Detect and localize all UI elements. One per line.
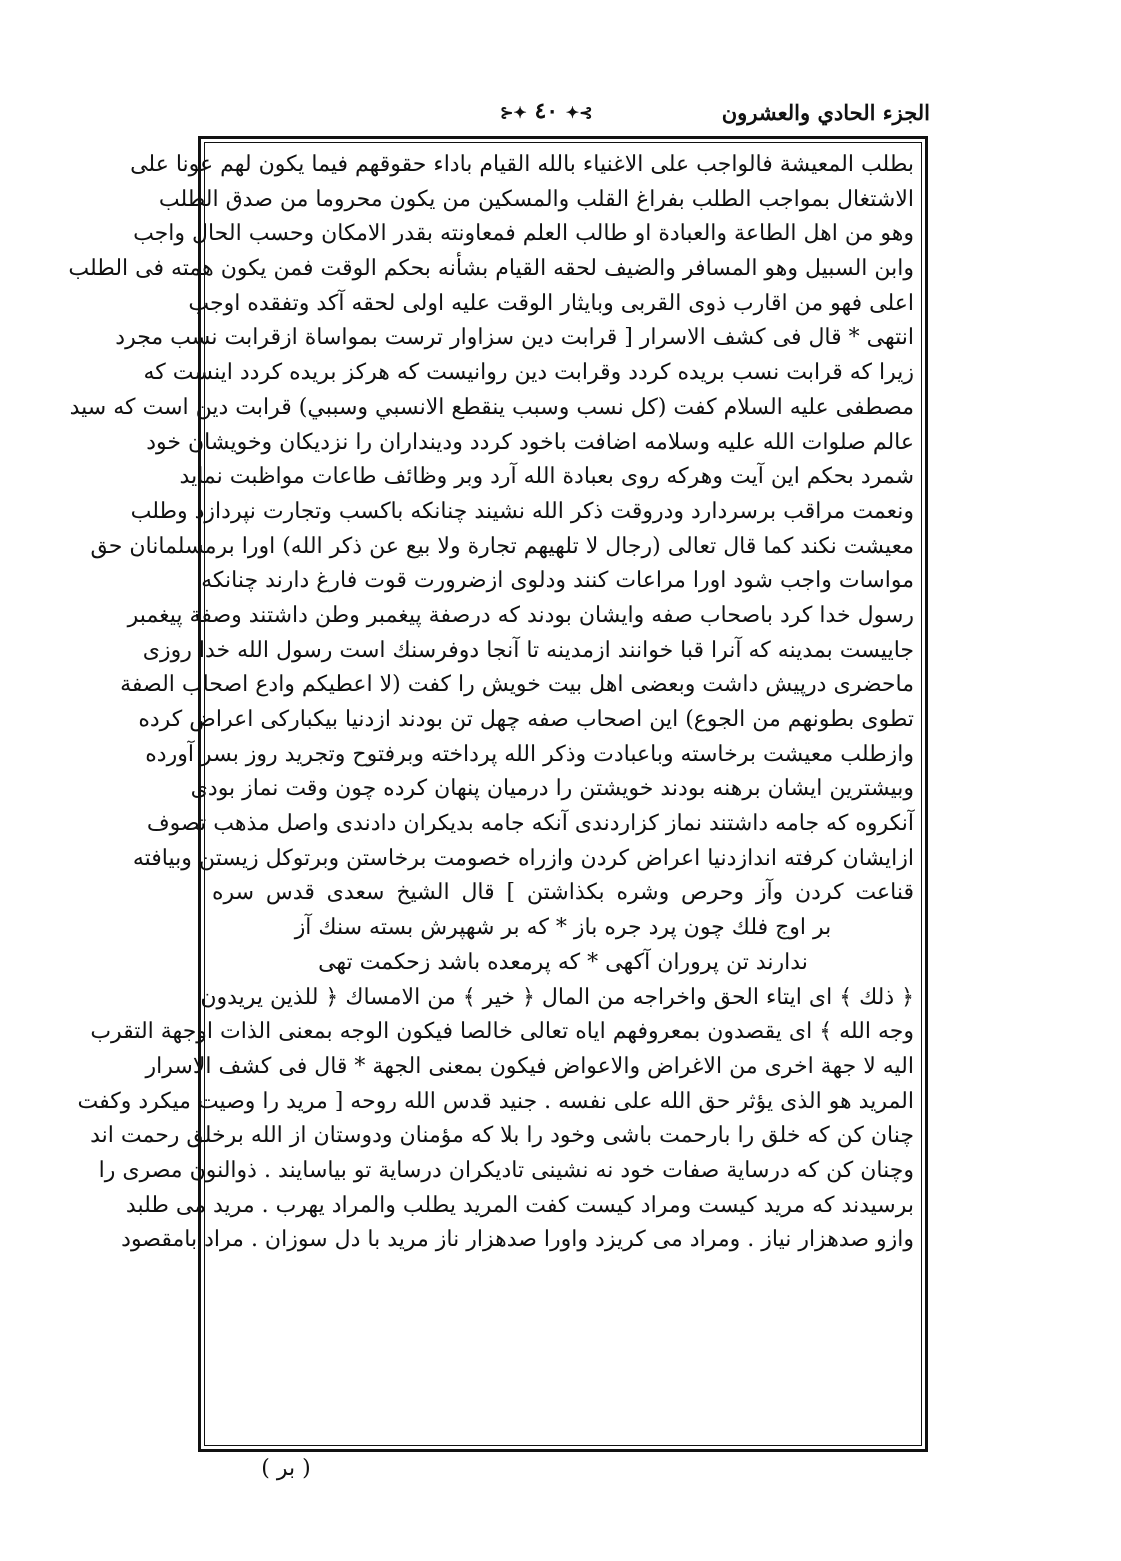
text-line: جاييست بمدينه كه آنرا قبا خوانند ازمدينه تا آنجا دوفرسنك است رسول الله خدا روزى xyxy=(142,637,914,663)
text-line: رسول خدا كرد باصحاب صفه وايشان بودند كه درصفة پيغمبر وطن داشتند وصفة پيغمبر xyxy=(127,602,914,628)
text-line: آنكروه كه جامه داشتند نماز كزاردندى آنكه جامه بديكران دادندى واصل مذهب تصوف xyxy=(146,811,914,837)
text-line: بطلب المعيشة فالواجب على الاغنياء بالله القيام باداء حقوقهم فيما يكون لهم عونا على xyxy=(130,152,914,177)
text-line: الاشتغال بمواجب الطلب بفراغ القلب والمسكين من يكون محروما من صدق الطلب xyxy=(158,186,914,212)
verse-line: بر اوج فلك چون پرد جره باز * كه بر شهپرش بسته سنك آز xyxy=(294,915,832,941)
page-number-text: ٤٠ xyxy=(534,98,559,124)
text-line: وابن السبيل وهو المسافر والضيف لحقه القيام بشأنه بحكم الوقت فمن يكون همته فى الطلب xyxy=(68,256,914,282)
text-line: مصطفى عليه السلام كفت (كل نسب وسبب ينقطع الانسبي وسببي) قرابت دين است كه سيد xyxy=(69,394,914,420)
text-line: مواسات واجب شود اورا مراعات كنند ودلوى ازضرورت قوت فارغ دارند چنانكه xyxy=(201,568,914,594)
text-line: وازو صدهزار نياز . ومراد مى كريزد واورا صدهزار ناز مريد با دل سوزان . مراد بامقصود xyxy=(121,1227,914,1253)
text-line: انتهى * قال فى كشف الاسرار [ قرابت دين سزاوار ترست بمواساة ازقرابت نسب مجرد xyxy=(115,325,914,351)
text-line: وچنان كن كه درساية صفات خود نه نشينى تاديكران درساية تو بياسايند . ذوالنون مصرى را xyxy=(98,1157,914,1183)
text-line: چنان كن كه خلق را بارحمت باشى وخود را بلا كه مؤمنان ودوستان از الله برخلق رحمت اند xyxy=(90,1123,914,1149)
main-text-block xyxy=(68,148,918,1258)
text-line: اليه لا جهة اخرى من الاغراض والاعواض فيكون بمعنى الجهة * قال فى كشف الاسرار xyxy=(145,1053,914,1079)
text-line: ﴿ ذلك ﴾ اى ايتاء الحق واخراجه من المال ﴿ خير ﴾ من الامساك ﴿ للذين يريدون xyxy=(200,984,914,1010)
signature-mark: ( بر ) xyxy=(261,1456,311,1481)
text-line: عالم صلوات الله عليه وسلامه اضافت باخود كردد ودينداران را نزديكان وخويشان خود xyxy=(146,429,914,455)
page-number xyxy=(500,98,593,124)
text-line: اعلى فهو من اقارب ذوى القربى وبايثار الوقت عليه اولى لحقه آكد وتفقده اوجب xyxy=(188,290,914,316)
text-line: وبيشترين ايشان برهنه بودند خويشتن را درميان پنهان كرده چون وقت نماز بودى xyxy=(190,776,914,802)
text-line: ونعمت مراقب برسردارد ودروقت ذكر الله نشيند چنانكه باكسب وتجارت نپردازد وطلب xyxy=(130,498,914,524)
text-line: وجه الله ﴾ اى يقصدون بمعروفهم اياه تعالى خالصا فيكون الوجه بمعنى الذات اوجهة التقرب xyxy=(90,1019,914,1045)
running-head xyxy=(200,96,930,132)
text-line: شمرد بحكم اين آيت وهركه روى بعبادة الله آرد وبر وظائف طاعات مواظبت نمايد xyxy=(179,464,914,490)
text-line: المريد هو الذى يؤثر حق الله على نفسه . جنيد قدس الله روحه [ مريد را وصيت ميكرد وكفت xyxy=(77,1088,914,1114)
verse-line: ندارند تن پروران آكهى * كه پرمعده باشد زحكمت تهى xyxy=(318,949,808,975)
text-line: وهو من اهل الطاعة والعبادة او طالب العلم فمعاونته بقدر الامكان وحسب الحال واجب xyxy=(133,221,914,247)
text-line: ازايشان كرفته اندازدنيا اعراض كردن وازراه خصومت برخاستن وبرتوكل زيستن وبيافته xyxy=(132,845,914,871)
text-line: ماحضرى درپيش داشت وبعضى اهل بيت خويش را كفت (لا اعطيكم وادع اصحاب الصفة xyxy=(120,672,914,698)
text-line: تطوى بطونهم من الجوع) اين اصحاب صفه چهل تن بودند ازدنيا بيكباركى اعراض كرده xyxy=(138,707,914,732)
ornament-left-icon: ⊱✦ xyxy=(500,102,527,122)
text-line: وازطلب معيشت برخاسته وباعبادت وذكر الله پرداخته وبرفتوح وتجريد روز بسر آورده xyxy=(145,741,914,767)
text-line: قناعت كردن وآز وحرص وشره بكذاشتن ] قال الشيخ سعدى قدس سره xyxy=(212,880,914,906)
ornament-right-icon: ✦⊰ xyxy=(565,102,593,122)
text-line: معيشت نكند كما قال تعالى (رجال لا تلهيهم تجارة ولا بيع عن ذكر الله) اورا برمسلمانان حق xyxy=(90,533,914,559)
running-title: الجزء الحادي والعشرون xyxy=(721,100,930,125)
text-line: برسيدند كه مريد كيست ومراد كيست كفت المريد يطلب والمراد يهرب . مريد مى طلبد xyxy=(125,1192,914,1218)
text-line: زيرا كه قرابت نسب بريده كردد وقرابت دين روانيست كه هركز بريده كردد اينست كه xyxy=(143,360,914,386)
